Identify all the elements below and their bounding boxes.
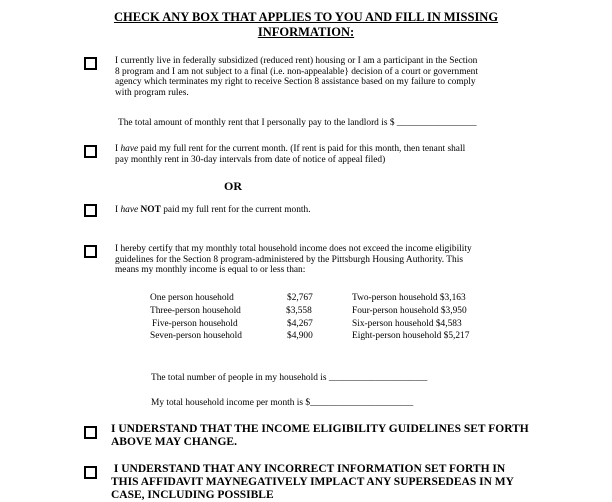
- or-separator: OR: [224, 179, 242, 193]
- table-row: Seven-person household $4,900 Eight-person household $5,217: [150, 331, 470, 342]
- form-header: [60, 10, 552, 40]
- subsidized-housing-statement: I currently live in federally subsidized (reduced rent) housing or I am a participant in the Section 8 program and I am not subject to a final (i.e. non-appealable} decision of a court or government agency which terminates my right to receive Section 8 assistance based on my failure to comply with program rules.: [115, 56, 478, 98]
- income-limits-table: [150, 292, 510, 343]
- table-row: Five-person household $4,267 Six-person household $4,583: [152, 318, 462, 329]
- household-size-field[interactable]: The total number of people in my household is _____________________: [151, 373, 428, 383]
- table-row: One person household $2,767 Two-person household $3,163: [150, 293, 466, 303]
- emphasis-not: NOT: [140, 205, 161, 215]
- household-income-field[interactable]: My total household income per month is $______________________: [151, 398, 414, 408]
- checkbox-rent-not-paid[interactable]: [84, 204, 97, 217]
- monthly-rent-field[interactable]: The total amount of monthly rent that I personally pay to the landlord is $ _________________: [118, 118, 477, 128]
- rent-paid-statement: I have paid my full rent for the current month. (If rent is paid for this month, then tenant shall pay monthly rent in 30-day intervals from date of notice of appeal filed): [115, 144, 466, 165]
- header-line-2: INFORMATION:: [257, 25, 355, 39]
- checkbox-guidelines-acknowledgement[interactable]: [84, 426, 97, 439]
- emphasis-have: have: [120, 205, 139, 215]
- rent-not-paid-statement: I have NOT paid my full rent for the current month.: [115, 205, 311, 215]
- incorrect-info-acknowledgement-statement: I UNDERSTAND THAT ANY INCORRECT INFORMATION SET FORTH IN THIS AFFIDAVIT MAYNEGATIVELY IMPLACT ANY SUPERSEDEAS IN MY CASE, INCLUDING POSSIBLE: [111, 463, 514, 501]
- emphasis-have: have: [120, 144, 139, 154]
- checkbox-incorrect-info-acknowledgement[interactable]: [84, 466, 97, 479]
- checkbox-subsidized-housing[interactable]: [84, 57, 97, 70]
- income-certification-statement: I hereby certify that my monthly total household income does not exceed the income eligibility guidelines for the Section 8 program-administered by the Pittsburgh Housing Authority. This means my monthly income is equal to or less than:: [115, 244, 472, 276]
- checkbox-rent-paid[interactable]: [84, 145, 97, 158]
- header-line-1: CHECK ANY BOX THAT APPLIES TO YOU AND FILL IN MISSING: [113, 10, 499, 24]
- guidelines-acknowledgement-statement: I UNDERSTAND THAT THE INCOME ELIGIBILITY GUIDELINES SET FORTH ABOVE MAY CHANGE.: [111, 423, 529, 448]
- checkbox-income-certification[interactable]: [84, 245, 97, 258]
- table-row: Three-person household $3,558 Four-person household $3,950: [150, 305, 467, 316]
